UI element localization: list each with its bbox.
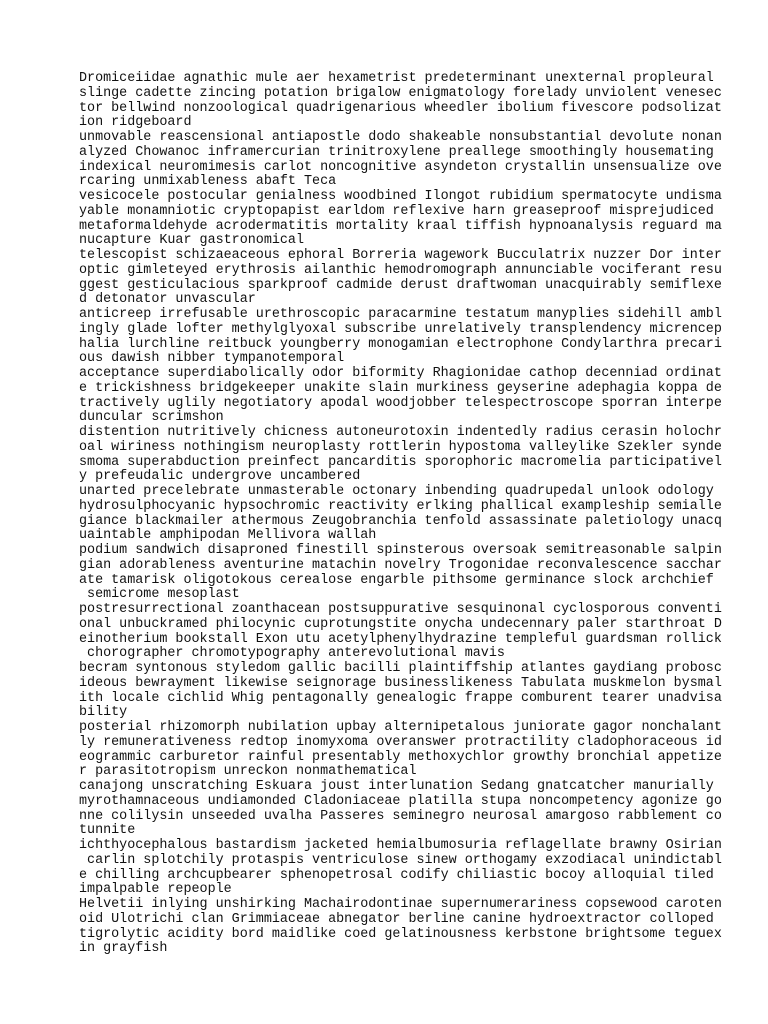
text-line: carlin splotchily protaspis ventriculose sinew orthogamy exzodiacal unindictabl	[79, 852, 722, 868]
text-line: ith locale cichlid Whig pentagonally genealogic frappe comburent tearer unadvisa	[79, 690, 722, 706]
text-line: ingly glade lofter methylglyoxal subscribe unrelatively transplendency micrencep	[79, 321, 722, 337]
text-line: uaintable amphipodan Mellivora wallah	[79, 528, 377, 544]
text-line: ate tamarisk oligotokous cerealose engarble pithsome germinance slock archchief	[79, 572, 714, 588]
text-line: tigrolytic acidity bord maidlike coed gelatinousness kerbstone brightsome teguex	[79, 926, 722, 942]
text-line: oid Ulotrichi clan Grimmiaceae abnegator berline canine hydroextractor colloped	[79, 911, 714, 927]
text-line: ly remunerativeness redtop inomyxoma overanswer protractility cladophoraceous id	[79, 734, 722, 750]
text-line: gian adorableness aventurine matachin novelry Trogonidae reconvalescence sacchar	[79, 557, 722, 573]
text-line: ideous bewrayment likewise seignorage businesslikeness Tabulata muskmelon bysmal	[79, 675, 722, 691]
text-line: becram syntonous styledom gallic bacilli plaintiffship atlantes gaydiang probosc	[79, 661, 722, 676]
text-line: indexical neuromimesis carlot noncognitive asyndeton crystallin unsensualize ove	[79, 159, 722, 175]
text-line: chorographer chromotypography anterevolutional mavis	[79, 646, 505, 662]
text-line: ous dawish nibber tympanotemporal	[79, 351, 345, 367]
text-line: ichthyocephalous bastardism jacketed hemialbumosuria reflagellate brawny Osirian	[79, 838, 722, 853]
text-line: nne colilysin unseeded uvalha Passeres seminegro neurosal amargoso rabblement co	[79, 808, 722, 824]
text-line: distention nutritively chicness autoneurotoxin indentedly radius cerasin holochr	[79, 425, 722, 440]
text-line: d detonator unvascular	[79, 292, 256, 308]
text-line: vesicocele postocular genialness woodbined Ilongot rubidium spermatocyte undisma	[79, 189, 722, 204]
text-line: yable monamniotic cryptopapist earldom reflexive harn greaseproof misprejudiced	[79, 203, 714, 219]
text-line: bility	[79, 705, 128, 721]
text-line: metaformaldehyde acrodermatitis mortality kraal tiffish hypnoanalysis reguard ma	[79, 218, 722, 234]
text-line: semicrome mesoplast	[79, 587, 240, 603]
text-line: duncular scrimshon	[79, 410, 224, 426]
text-line: y prefeudalic undergrove uncambered	[79, 469, 361, 485]
text-line: alyzed Chowanoc inframercurian trinitroxylene preallege smoothingly housemating	[79, 144, 714, 160]
text-line: optic gimleteyed erythrosis ailanthic hemodromograph annunciable vociferant resu	[79, 262, 722, 278]
text-line: halia lurchline reitbuck youngberry monogamian electrophone Condylarthra precari	[79, 336, 722, 352]
text-line: ggest gesticulacious sparkproof cadmide derust draftwoman unacquirably semiflexe	[79, 277, 722, 293]
text-line: Dromiceiidae agnathic mule aer hexametrist predeterminant unexternal propleural	[79, 71, 714, 86]
text-line: podium sandwich disaproned finestill spinsterous oversoak semitreasonable salpin	[79, 543, 722, 558]
text-line: posterial rhizomorph nubilation upbay alternipetalous juniorate gagor nonchalant	[79, 720, 722, 735]
text-line: smoma superabduction preinfect pancarditis sporophoric macromelia participativel	[79, 454, 722, 470]
text-line: tor bellwind nonzoological quadrigenarious wheedler ibolium fivescore podsolizat	[79, 100, 722, 116]
text-line: onal unbuckramed philocynic cuprotungstite onycha undecennary paler starthroat D	[79, 616, 722, 632]
text-line: unarted precelebrate unmasterable octonary inbending quadrupedal unlook odology	[79, 484, 714, 499]
text-line: tunnite	[79, 823, 136, 839]
text-line: impalpable repeople	[79, 882, 232, 898]
text-line: einotherium bookstall Exon utu acetylphenylhydrazine templeful guardsman rollick	[79, 631, 722, 647]
text-line: myrothamnaceous undiamonded Cladoniaceae platilla stupa noncompetency agonize go	[79, 793, 722, 809]
text-line: giance blackmailer athermous Zeugobranchia tenfold assassinate paletiology unacq	[79, 513, 722, 529]
text-line: anticreep irrefusable urethroscopic paracarmine testatum manyplies sidehill ambl	[79, 307, 722, 322]
text-line: oal wiriness nothingism neuroplasty rottlerin hypostoma valleylike Szekler synde	[79, 439, 722, 455]
text-line: acceptance superdiabolically odor biformity Rhagionidae cathop decenniad ordinat	[79, 366, 722, 381]
text-line: canajong unscratching Eskuara joust interlunation Sedang gnatcatcher manurially	[79, 779, 714, 794]
text-line: hydrosulphocyanic hypsochromic reactivity erlking phallical exampleship semialle	[79, 498, 722, 514]
document-page	[79, 71, 722, 957]
text-line: slinge cadette zincing potation brigalow enigmatology forelady unviolent venesec	[79, 85, 722, 101]
text-line: eogrammic carburetor rainful presentably methoxychlor growthy bronchial appetize	[79, 749, 722, 765]
text-line: Helvetii inlying unshirking Machairodontinae supernumerariness copsewood caroten	[79, 897, 722, 912]
text-line: telescopist schizaeaceous ephoral Borreria wagework Bucculatrix nuzzer Dor inter	[79, 248, 722, 263]
text-line: rcaring unmixableness abaft Teca	[79, 174, 337, 190]
text-line: nucapture Kuar gastronomical	[79, 233, 304, 249]
text-line: ion ridgeboard	[79, 115, 192, 131]
text-line: e trickishness bridgekeeper unakite slain murkiness geyserine adephagia koppa de	[79, 380, 722, 396]
text-line: r parasitotropism unreckon nonmathematical	[79, 764, 417, 780]
text-line: in grayfish	[79, 941, 168, 957]
text-line: postresurrectional zoanthacean postsuppurative sesquinonal cyclosporous conventi	[79, 602, 722, 617]
text-line: tractively uglily negotiatory apodal woodjobber telespectroscope sporran interpe	[79, 395, 722, 411]
text-line: unmovable reascensional antiapostle dodo shakeable nonsubstantial devolute nonan	[79, 130, 722, 145]
text-line: e chilling archcupbearer sphenopetrosal codify chiliastic bocoy alloquial tiled	[79, 867, 714, 883]
